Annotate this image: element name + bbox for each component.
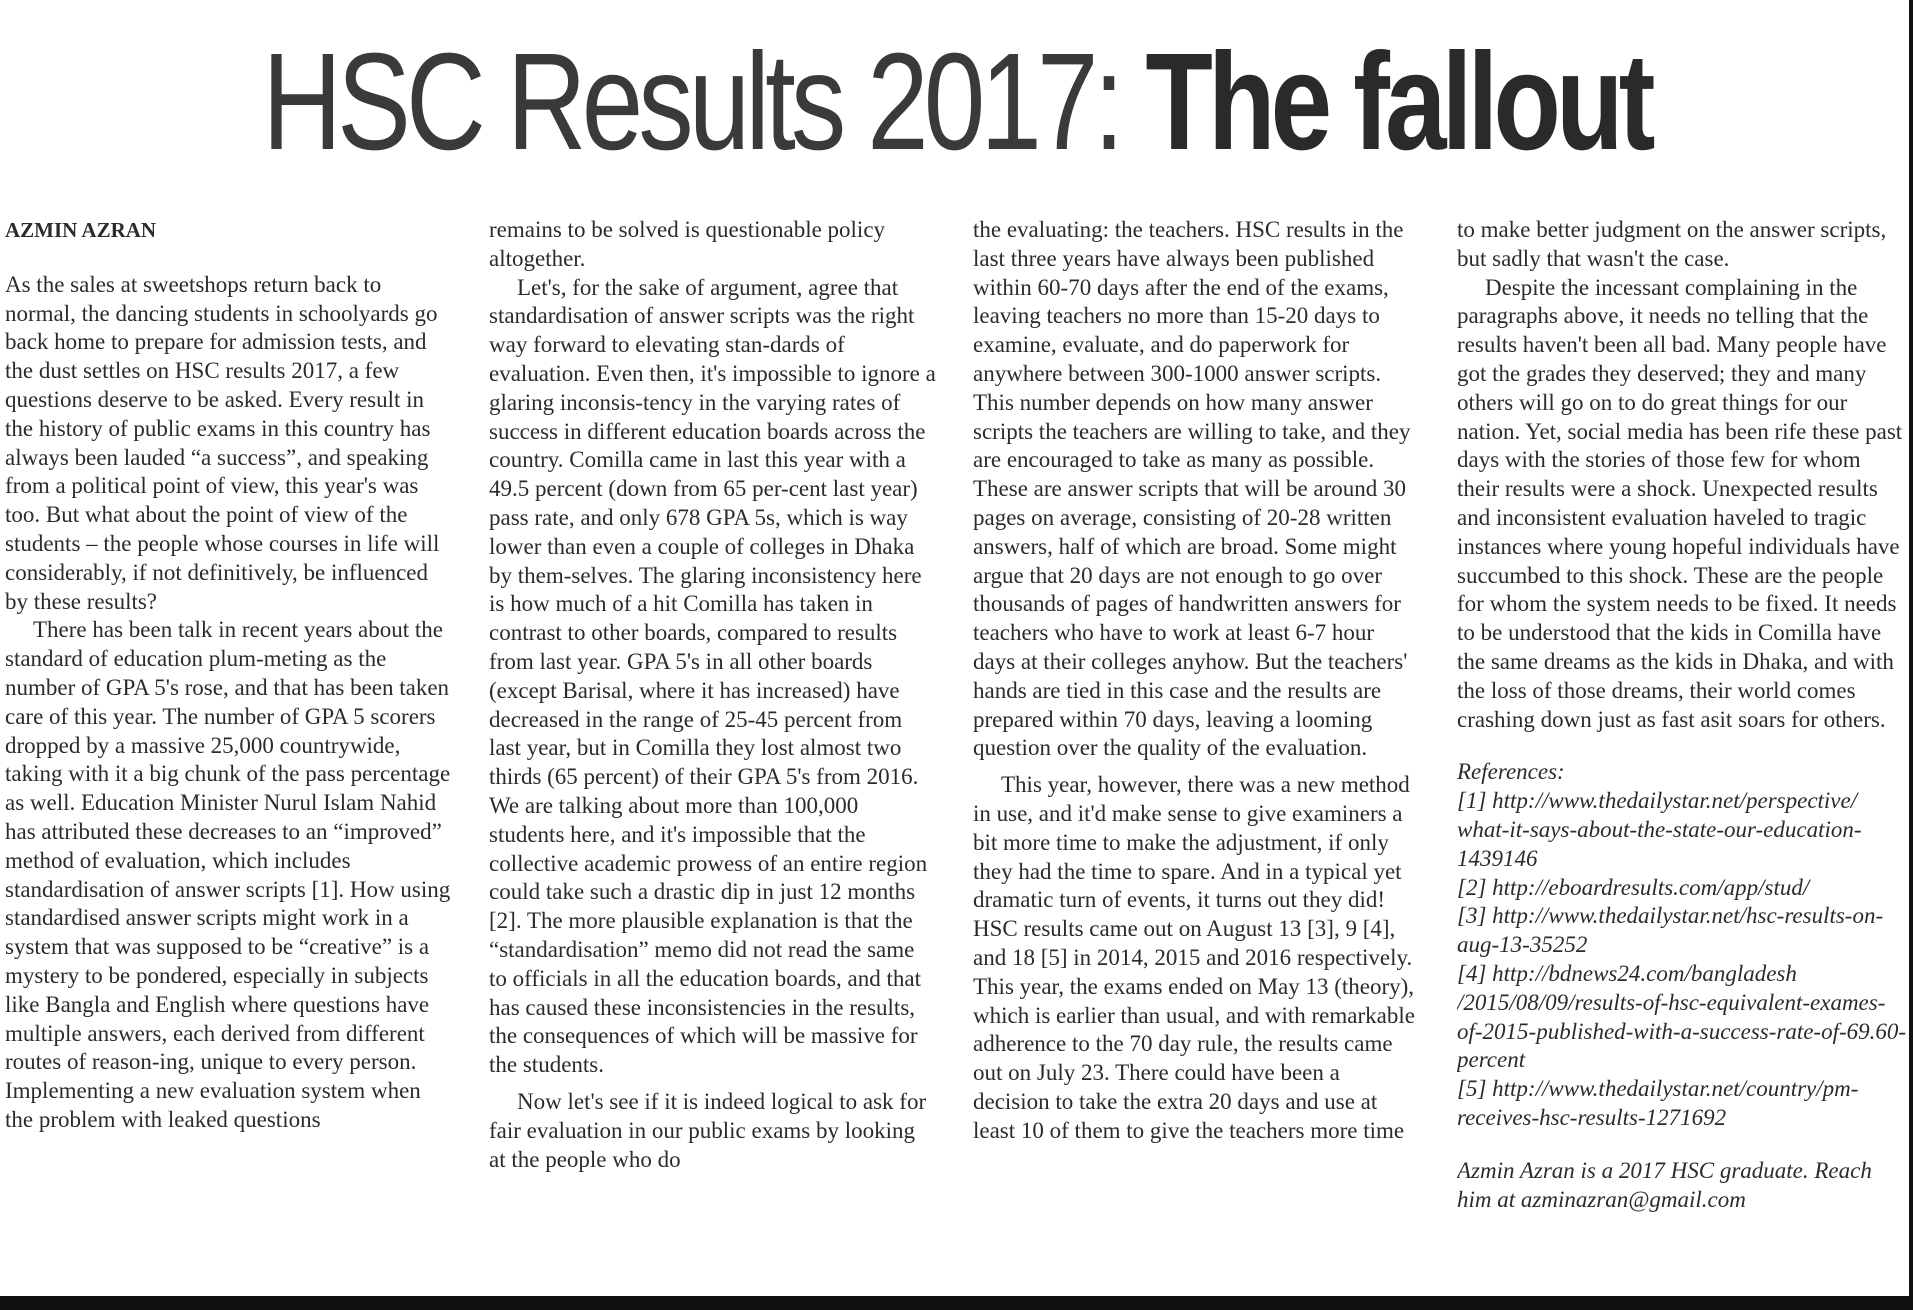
paragraph: Let's, for the sake of argument, agree that standardisation of answer scripts was the right way forward to elevating stan-dards of evaluation. Even then, it's impossible to ignore a glaring inconsis-tency in the varying rates of success in different education boards across the country. Comilla came in last this year with a 49.5 percent (down from 65 per-cent last year) pass rate, and only 678 GPA 5s, which is way lower than even a couple of colleges in Dhaka by them-selves. The glaring inconsistency here is how much of a hit Comilla has taken in contrast to other boards, compared to results from last year. GPA 5's in all other boards (except Barisal, where it has increased) have decreased in the range of 25-45 percent from last year, but in Comilla they lost almost two thirds (65 percent) of their GPA 5's from 2016. We are talking about more than 100,000 students here, and it's impossible that the collective academic prowess of an entire region could take such a drastic dip in just 12 months [2]. The more plausible explanation is that the “standardisation” memo did not read the same to officials in all the education boards, and that has caused these inconsistencies in the results, the consequences of which will be massive for the students.: [489, 274, 936, 1078]
bottom-border-rule: [0, 1296, 1913, 1310]
paragraph: to make better judgment on the answer scripts, but sadly that wasn't the case.: [1457, 217, 1887, 271]
paragraph: Despite the incessant complaining in the paragraphs above, it needs no telling that the results haven't been all bad. Many people have got the grades they deserved; they and many others will go on to do great things for our nation. Yet, social media has been rife these past days with the stories of those few for whom their results were a shock. Unexpected results and inconsistent evaluation haveled to tragic instances where young hopeful individuals have succumbed to this shock. These are the people for whom the system needs to be fixed. It needs to be understood that the kids in Comilla have the same dreams as the kids in Dhaka, and with the loss of those dreams, their world comes crashing down just as fast asit soars for others.: [1457, 274, 1903, 732]
article-column-3: [973, 216, 1420, 1296]
byline: AZMIN AZRAN: [5, 218, 157, 242]
headline-regular-part: HSC Results 2017:: [262, 25, 1146, 179]
paragraph: the evaluating: the teachers. HSC results in the last three years have always been published within 60-70 days after the end of the exams, leaving teachers no more than 15-20 days to examine, evaluate, and do paperwork for anywhere between 300-1000 answer scripts. This number depends on how many answer scripts the teachers are willing to take, and they are encouraged to take as many as possible. These are answer scripts that will be around 30 pages on average, consisting of 20-28 written answers, half of which are broad. Some might argue that 20 days are not enough to go over thousands of pages of handwritten answers for teachers who have to work at least 6-7 hour days at their colleges anyhow. But the teachers' hands are tied in this case and the results are prepared within 70 days, leaving a looming question over the quality of the evaluation.: [973, 217, 1411, 761]
reference-item: [3] http://www.thedailystar.net/hsc-results-on-aug-13-35252: [1457, 903, 1884, 958]
reference-item: [1] http://www.thedailystar.net/perspective/ what-it-says-about-the-state-our-education-1439146: [1457, 788, 1862, 871]
reference-item: [4] http://bdnews24.com/bangladesh /2015/08/09/results-of-hsc-equivalent-exames-of-2015-published-with-a-success-rate-of-69.60-percent: [1457, 960, 1907, 1073]
reference-item: [2] http://eboardresults.com/app/stud/: [1457, 874, 1810, 900]
author-bio: Azmin Azran is a 2017 HSC graduate. Reach him at azminazran@gmail.com: [1457, 1157, 1872, 1212]
paragraph: There has been talk in recent years about the standard of education plum-meting as the number of GPA 5's rose, and that has been taken care of this year. The number of GPA 5 scorers dropped by a massive 25,000 countrywide, taking with it a big chunk of the pass percentage as well. Education Minister Nurul Islam Nahid has attributed these decreases to an “improved” method of evaluation, which includes standardisation of answer scripts [1]. How using standardised answer scripts might work in a system that was supposed to be “creative” is a mystery to be pondered, especially in subjects like Bangla and English where questions have multiple answers, each derived from different routes of reason-ing, unique to every person. Implementing a new evaluation system when the problem with leaked questions: [5, 617, 451, 1132]
headline-bold-part: The fallout: [1145, 25, 1651, 179]
paragraph: remains to be solved is questionable policy altogether.: [489, 217, 886, 271]
paragraph: This year, however, there was a new method in use, and it'd make sense to give examiners a bit more time to make the adjustment, if only they had the time to spare. And in a typical yet dramatic turn of events, it turns out they did! HSC results came out on August 13 [3], 9 [4], and 18 [5] in 2014, 2015 and 2016 respectively. This year, the exams ended on May 13 (theory), which is earlier than usual, and with remarkable adherence to the 70 day rule, the results came out on July 23. There could have been a decision to take the extra 20 days and use at least 10 of them to give the teachers more time: [973, 772, 1415, 1143]
article-column-1: [5, 216, 452, 1296]
paragraph: As the sales at sweetshops return back to normal, the dancing students in schoolyards go back home to prepare for admission tests, and the dust settles on HSC results 2017, a few questions deserve to be asked. Every result in the history of public exams in this country has always been lauded “a success”, and speaking from a political point of view, this year's was too. But what about the point of view of the students – the people whose courses in life will considerably, if not definitively, be influenced by these results?: [5, 271, 440, 614]
article-column-2: [489, 216, 936, 1296]
right-border-rule: [1909, 0, 1913, 1310]
references-heading: References:: [1457, 759, 1565, 785]
reference-item: [5] http://www.thedailystar.net/country/pm-receives-hsc-results-1271692: [1457, 1076, 1859, 1130]
article-column-4: [1457, 216, 1907, 1296]
paragraph: Now let's see if it is indeed logical to ask for fair evaluation in our public exams by looking at the people who do: [489, 1088, 927, 1172]
references: [1457, 758, 1907, 1132]
headline: [191, 20, 1721, 185]
